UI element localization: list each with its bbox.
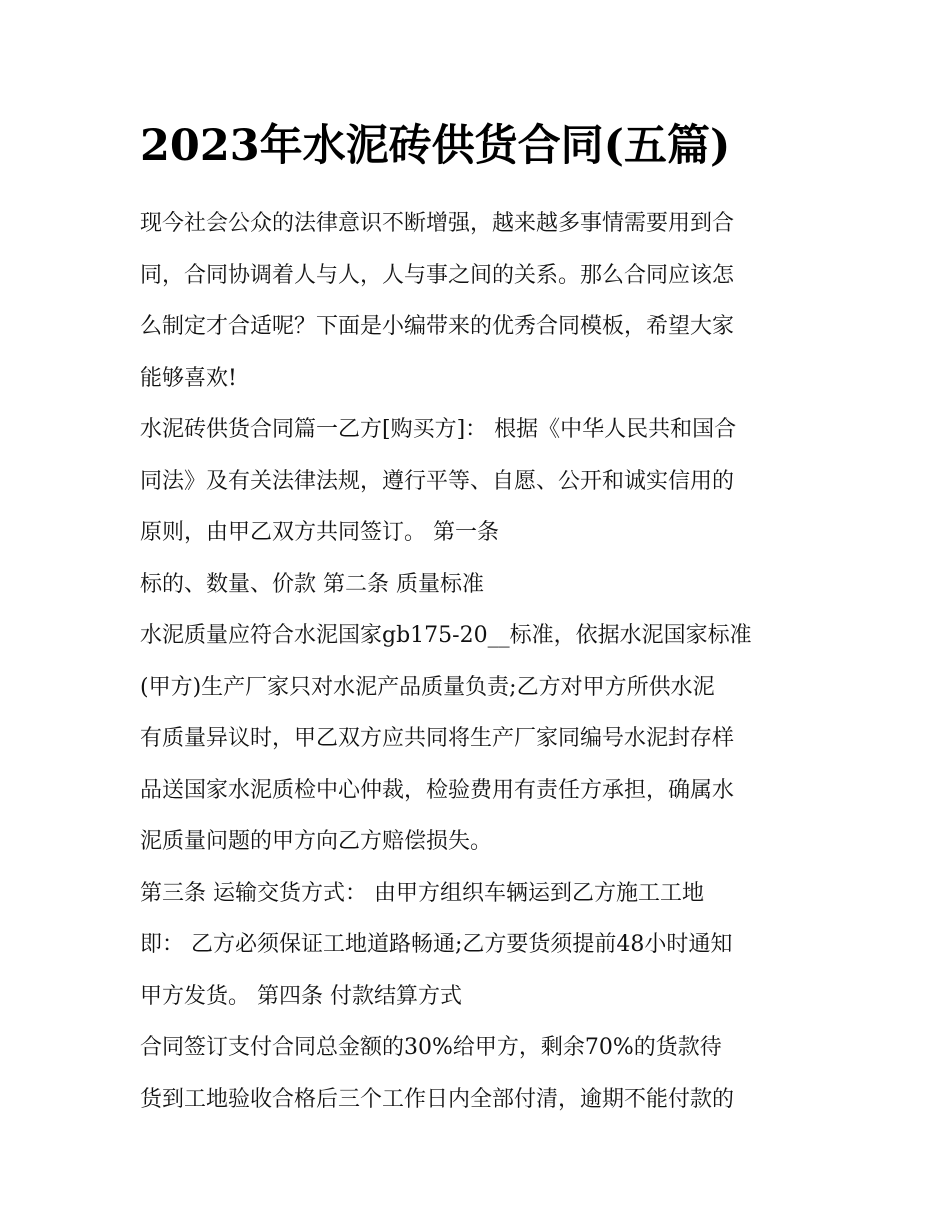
document-body bbox=[140, 198, 830, 1125]
body-line: 原则，由甲乙双方共同签订。 第一条 bbox=[140, 520, 499, 545]
body-line: 么制定才合适呢？下面是小编带来的优秀合同模板，希望大家 bbox=[140, 314, 735, 339]
body-line: 即： 乙方必须保证工地道路畅通;乙方要货须提前48小时通知 bbox=[140, 932, 733, 957]
body-line: 同法》及有关法律法规，遵行平等、自愿、公开和诚实信用的 bbox=[140, 468, 735, 494]
body-line: 能够喜欢! bbox=[140, 365, 237, 391]
body-line: 合同签订支付合同总金额的30%给甲方，剩余70%的货款待 bbox=[140, 1035, 722, 1060]
body-line: 现今社会公众的法律意识不断增强，越来越多事情需要用到合 bbox=[140, 211, 735, 236]
body-line: 水泥砖供货合同篇一乙方[购买方]： 根据《中华人民共和国合 bbox=[140, 417, 737, 442]
body-line: 标的、数量、价款 第二条 质量标准 bbox=[140, 571, 484, 597]
body-line: 有质量异议时，甲乙双方应共同将生产厂家同编号水泥封存样 bbox=[140, 726, 735, 751]
body-line: 同，合同协调着人与人，人与事之间的关系。那么合同应该怎 bbox=[140, 262, 735, 288]
body-line: 品送国家水泥质检中心仲裁，检验费用有责任方承担，确属水 bbox=[140, 777, 735, 803]
body-line: 水泥质量应符合水泥国家gb175-20__标准，依据水泥国家标准 bbox=[140, 623, 752, 648]
body-line: 甲方发货。 第四条 付款结算方式 bbox=[140, 983, 462, 1009]
body-line: 泥质量问题的甲方向乙方赔偿损失。 bbox=[140, 829, 493, 854]
document-title: 2023年水泥砖供货合同(五篇) bbox=[140, 121, 731, 171]
body-line: 货到工地验收合格后三个工作日内全部付清，逾期不能付款的 bbox=[140, 1086, 735, 1112]
body-line: 第三条 运输交货方式： 由甲方组织车辆运到乙方施工工地 bbox=[140, 880, 704, 906]
body-line: (甲方)生产厂家只对水泥产品质量负责;乙方对甲方所供水泥 bbox=[140, 674, 715, 700]
